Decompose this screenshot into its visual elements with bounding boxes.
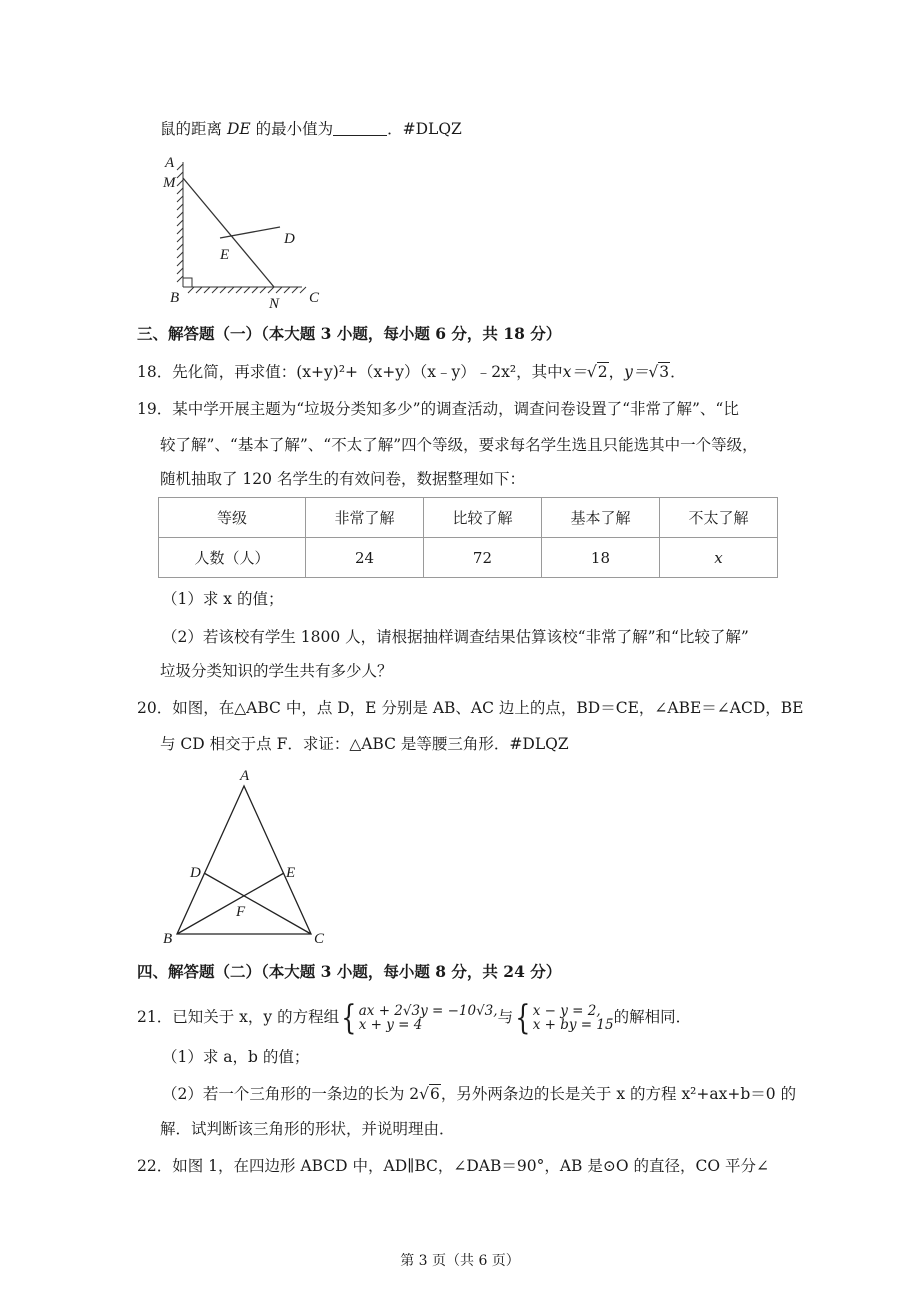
question-19-line-2: 较了解”、“基本了解”、“不太了解”四个等级，要求每名学生选且只能选其中一个等级，	[160, 436, 758, 454]
q18-text: 先化简，再求值：(x+y)²+（x+y）（x﹣y）﹣2x²，其中	[172, 363, 563, 381]
section-4-title: 四、解答题（二）（本大题 3 小题，每小题 8 分，共 24 分）	[137, 962, 562, 981]
sqrt-symbol: √2	[586, 363, 608, 381]
survey-table	[158, 497, 778, 578]
question-20-line-1	[137, 697, 803, 719]
q21-part-2-line-1	[162, 1083, 796, 1105]
q21-number: 21．	[137, 1008, 173, 1026]
page-footer: 第 3 页（共 6 页）	[400, 1253, 520, 1269]
question-21	[137, 998, 692, 1038]
table-cell: x	[659, 538, 777, 578]
q21-part2-b: ，另外两条边的长是关于 x 的方程 x²+ax+b＝0 的	[440, 1085, 797, 1103]
q21-sys1-eq1: ax + 2√3y = −10√3,	[358, 1003, 498, 1019]
q17-figure	[150, 150, 350, 310]
q21-mid: 与	[497, 1008, 514, 1026]
question-19-line-1	[137, 398, 739, 420]
sqrt-symbol: √3	[648, 363, 670, 381]
q21-sys1-eq2: x + y = 4	[358, 1017, 423, 1033]
q18-end: ．	[670, 363, 686, 381]
label-a: A	[240, 768, 250, 784]
q20-line1: 如图，在△ABC 中，点 D，E 分别是 AB、AC 边上的点，BD＝CE，∠ABE＝∠ACD，BE	[172, 699, 804, 717]
label-d: D	[190, 865, 201, 881]
q17-text	[160, 118, 462, 140]
label-n: N	[269, 296, 280, 310]
q17-tail: ．#DLQZ	[387, 120, 462, 138]
q18-radicand-y: 3	[659, 363, 670, 381]
q18-cond-x: x＝	[562, 363, 587, 381]
q20-number: 20．	[137, 699, 173, 717]
table-row	[159, 498, 778, 538]
q17-text-before: 鼠的距离	[160, 120, 227, 138]
table-header-cell: 基本了解	[541, 498, 659, 538]
q21-part-2-line-2: 解．试判断该三角形的形状，并说明理由．	[160, 1120, 455, 1138]
q21-post: 的解相同．	[613, 1008, 692, 1026]
q19-part-2-line-2: 垃圾分类知识的学生共有多少人？	[160, 662, 393, 680]
q21-sys2-eq1: x − y = 2,	[532, 1003, 601, 1019]
q19-line1: 某中学开展主题为“垃圾分类知多少”的调查活动，调查问卷设置了“非常了解”、“比	[172, 400, 739, 418]
equation-system-2	[533, 1004, 614, 1032]
label-b: B	[170, 290, 180, 306]
label-b: B	[163, 931, 173, 947]
q21-part-1: （1）求 a，b 的值；	[162, 1048, 310, 1066]
q21-pre: 已知关于 x，y 的方程组	[172, 1008, 340, 1026]
table-row	[159, 538, 778, 578]
q21-part2-a: （2）若一个三角形的一条边的长为 2	[162, 1085, 420, 1103]
label-m: M	[163, 175, 176, 191]
q21-sys2-eq2: x + by = 15	[532, 1017, 614, 1033]
sqrt-symbol: √6	[419, 1085, 440, 1103]
table-cell: 24	[306, 538, 424, 578]
left-brace: {	[515, 998, 531, 1038]
label-c: C	[314, 931, 325, 947]
label-e: E	[220, 247, 230, 263]
q17-var: DE	[226, 120, 251, 138]
q20-figure	[150, 762, 350, 952]
table-cell: 人数（人）	[159, 538, 306, 578]
question-18	[137, 361, 686, 383]
label-c: C	[309, 290, 320, 306]
q19-part-1: （1）求 x 的值；	[162, 590, 284, 608]
q22-number: 22．	[137, 1157, 173, 1175]
left-brace: {	[341, 998, 357, 1038]
table-header-cell: 等级	[159, 498, 306, 538]
label-f: F	[236, 904, 246, 920]
answer-blank	[333, 119, 387, 136]
q19-number: 19．	[137, 400, 173, 418]
equation-system-1	[359, 1004, 498, 1032]
table-header-cell: 非常了解	[306, 498, 424, 538]
question-22-line-1	[137, 1155, 769, 1177]
label-e: E	[286, 865, 296, 881]
question-20-line-2: 与 CD 相交于点 F．求证：△ABC 是等腰三角形．#DLQZ	[160, 735, 569, 753]
section-3-title: 三、解答题（一）（本大题 3 小题，每小题 6 分，共 18 分）	[137, 324, 562, 343]
label-a: A	[165, 155, 175, 171]
question-19-line-3: 随机抽取了 120 名学生的有效问卷，数据整理如下：	[160, 470, 525, 488]
q19-part-2-line-1: （2）若该校有学生 1800 人，请根据抽样调查结果估算该校“非常了解”和“比较了解”	[162, 628, 749, 646]
q18-cond-y: y＝	[624, 363, 649, 381]
table-header-cell: 比较了解	[423, 498, 541, 538]
table-header-cell: 不太了解	[659, 498, 777, 538]
q18-sep: ，	[608, 363, 625, 381]
table-cell: 18	[541, 538, 659, 578]
table-cell: 72	[423, 538, 541, 578]
q18-number: 18．	[137, 363, 173, 381]
label-d: D	[284, 231, 295, 247]
q18-radicand-x: 2	[597, 363, 608, 381]
q22-line1: 如图 1，在四边形 ABCD 中，AD∥BC，∠DAB＝90°，AB 是⊙O 的直径，CO 平分∠	[172, 1157, 769, 1175]
q21-radicand: 6	[430, 1085, 440, 1103]
q17-text-after: 的最小值为	[250, 120, 334, 138]
